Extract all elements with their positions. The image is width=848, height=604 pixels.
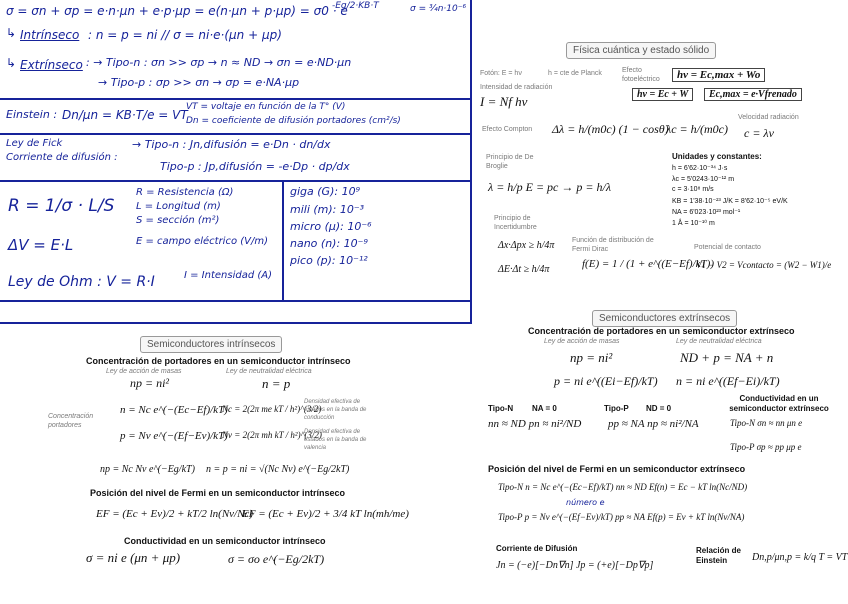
intensidad-formula: I = Nf hν xyxy=(480,94,528,109)
extr-cond-p: Tipo-P σp ≈ pp μp e xyxy=(730,442,802,452)
compton-formula: Δλ = h/(m0c) (1 − cosθ) xyxy=(552,122,669,136)
intr-nv-formula: Nv = 2(2π mh kT / h²)^(3/2) xyxy=(222,430,322,440)
divider-fick xyxy=(0,133,472,135)
extr-tipo-p-nd: ND = 0 xyxy=(646,404,672,413)
unit-angstrom: 1 Å = 10⁻¹⁰ m xyxy=(672,220,715,227)
planck-label: h = cte de Planck xyxy=(548,70,602,77)
var-length: L = Longitud (m) xyxy=(136,201,221,212)
intr-nc-desc: Densidad efectiva de estados en la banda de conducción xyxy=(304,399,367,421)
extr-tipo-n-na: NA = 0 xyxy=(532,404,557,413)
fick-tipo-p: Tipo-p : Jp,difusión = -e·Dp · dp/dx xyxy=(160,160,350,173)
fermi-dirac-label: Función de distribución de Fermi Dirac xyxy=(572,237,654,253)
intr-ni-formula: n = p = ni = √(Nc Nv) e^(−Eg/2kT) xyxy=(206,464,350,475)
velocidad-formula: c = λν xyxy=(744,126,774,140)
extr-masas-formula: np = ni² xyxy=(570,350,613,365)
extr-einstein-title: Relación de Einstein xyxy=(696,546,741,565)
intr-conc-label: Concentración portadores xyxy=(48,413,94,429)
unit-lambda-c: λc = 5'0243·10⁻¹² m xyxy=(672,176,735,183)
unit-speed-light: c = 3·10⁸ m/s xyxy=(672,186,714,193)
var-intensity: I = Intensidad (A) xyxy=(184,270,273,281)
compton-lambda-c: λc = h/(m0c) xyxy=(666,122,728,136)
extr-neutral-formula: ND + p = NA + n xyxy=(680,350,774,365)
divider-einstein xyxy=(0,98,472,100)
fisica-title: Física cuántica y estado sólido xyxy=(566,42,716,59)
unit-planck: h = 6'62·10⁻³⁴ J·s xyxy=(672,165,728,172)
potencial-label: Potencial de contacto xyxy=(694,244,761,251)
ohm-formula: Ley de Ohm : V = R·I xyxy=(8,274,155,290)
resistance-formula: R = 1/σ · L/S xyxy=(8,196,115,216)
divider-bottom xyxy=(0,300,472,302)
unit-boltzmann: KB = 1'38·10⁻²³ J/K = 8'62·10⁻⁵ eV/K xyxy=(672,198,788,205)
fick-label: Ley de Fick xyxy=(6,138,63,149)
extr-masas-label: Ley de acción de masas xyxy=(544,338,620,345)
broglie-formula: λ = h/p E = pc → p = h/λ xyxy=(488,180,612,194)
extr-fermi-title: Posición del nivel de Fermi en un semiconductor extrínseco xyxy=(488,464,746,474)
einstein-formula: Dn/μn = KB·T/e = VT xyxy=(62,108,188,122)
compton-label: Efecto Compton xyxy=(482,126,533,133)
intr-cond-formula2: σ = σo e^(−Eg/2kT) xyxy=(228,552,325,566)
intr-fermi-formula2: EF = (Ec + Ev)/2 + 3/4 kT ln(mh/me) xyxy=(242,508,409,520)
divider-ohm xyxy=(0,180,472,182)
intr-conc-title: Concentración de portadores en un semiconductor intrínseco xyxy=(86,356,351,366)
sigma-proportional: σ = ¾n·10⁻⁶ xyxy=(410,4,467,14)
prefix-mili: mili (m): 10⁻³ xyxy=(290,203,365,216)
intr-np-formula: np = Nc Nv e^(−Eg/kT) xyxy=(100,464,195,475)
fick-sublabel: Corriente de difusión : xyxy=(6,152,118,163)
fick-tipo-n: → Tipo-n : Jn,difusión = e·Dn · dn/dx xyxy=(132,138,331,151)
var-resistance: R = Resistencia (Ω) xyxy=(136,187,234,198)
einstein-label: Einstein : xyxy=(6,108,58,121)
einstein-note-dn: Dn = coeficiente de difusión portadores (cm²/s) xyxy=(186,116,401,126)
fermi-dirac-formula: f(E) = 1 / (1 + e^((E−Ef)/kT)) xyxy=(582,258,714,270)
var-field: E = campo eléctrico (V/m) xyxy=(136,236,269,247)
voltage-formula: ΔV = E·L xyxy=(8,236,74,254)
extr-neutralidad-label: Ley de neutralidad eléctrica xyxy=(676,338,762,345)
intrinsecos-title: Semiconductores intrínsecos xyxy=(140,336,282,353)
extr-fermi-p: Tipo-P p = Nv e^(−(Ef−Ev)/kT) pp ≈ NA Ef(p) = Ev + kT ln(Nv/NA) xyxy=(498,512,745,522)
prefix-pico: pico (p): 10⁻¹² xyxy=(290,254,368,267)
extr-tipo-n-formula: nn ≈ ND pn ≈ ni²/ND xyxy=(488,418,582,430)
intr-p-formula: p = Nv e^(−(Ef−Ev)/kT) xyxy=(120,430,228,442)
extr-cond-n: Tipo-N σn ≈ nn μn e xyxy=(730,418,803,428)
intr-n-formula: n = Nc e^(−(Ec−Ef)/kT) xyxy=(120,404,228,416)
fotoelectrico-label: Efecto fotoeléctrico xyxy=(622,67,660,83)
intr-cond-title: Conductividad en un semiconductor intrínseco xyxy=(124,536,326,546)
intr-nc-formula: Nc = 2(2π me kT / h²)^(3/2) xyxy=(222,404,322,414)
potencial-formula: V1 − V2 = Vcontacto = (W2 − W1)/e xyxy=(696,260,832,270)
prefix-micro: micro (μ): 10⁻⁶ xyxy=(290,220,372,233)
extr-fermi-n: Tipo-N n = Nc e^(−(Ec−Ef)/kT) nn ≈ ND Ef(n) = Ec − kT ln(Nc/ND) xyxy=(498,482,748,492)
extrinseco-tipo-p: → Tipo-p : σp >> σn → σp = e·NA·μp xyxy=(98,76,300,89)
foton-label: Fotón: E = hν xyxy=(480,70,522,77)
extr-n-formula: n = ni e^((Ef−Ei)/kT) xyxy=(676,374,780,388)
intr-cond-formula1: σ = ni e (μn + μp) xyxy=(86,550,181,565)
extr-p-formula: p = ni e^((Ei−Ef)/kT) xyxy=(554,374,658,388)
unit-avogadro: NA = 6'023·10²³ mol⁻¹ xyxy=(672,209,741,216)
extrinsecos-title: Semiconductores extrínsecos xyxy=(592,310,737,327)
extr-difusion-title: Corriente de Difusión xyxy=(496,544,578,553)
handwritten-numero-e: número e xyxy=(566,498,605,507)
intensidad-label: Intensidad de radiación xyxy=(480,84,553,91)
intrinseco-formula: : n = p = ni // σ = ni·e·(μn + μp) xyxy=(88,28,282,42)
units-title: Unidades y constantes: xyxy=(672,152,762,161)
einstein-note-vt: VT = voltaje en función de la T° (V) xyxy=(186,102,346,112)
intr-nv-desc: Densidad efectiva de estados en la banda de valencia xyxy=(304,429,367,451)
conductivity-exponent: -Eg/2·KB·T xyxy=(332,1,379,11)
extrinseco-tipo-n: : → Tipo-n : σn >> σp → n ≈ ND → σn = e·ND·μn xyxy=(86,56,352,69)
fotoelectrico-formula2: hν = Ec + W xyxy=(632,88,693,101)
broglie-label: Principio de De Broglie xyxy=(486,154,534,170)
extr-cond-title: Conductividad en un semiconductor extrínseco xyxy=(729,394,829,413)
divider-prefixes xyxy=(282,180,284,300)
prefix-nano: nano (n): 10⁻⁹ xyxy=(290,237,368,250)
incertidumbre-formula1: Δx·Δpx ≥ h/4π xyxy=(498,240,555,251)
intrinseco-label: Intrínseco xyxy=(20,28,80,42)
fotoelectrico-formula: hν = Ec,max + Wo xyxy=(672,68,765,82)
arrow-intrinseco: ↳ xyxy=(6,26,17,40)
fotoelectrico-formula3: Ec,max = e·Vfrenado xyxy=(704,88,802,101)
arrow-extrinseco: ↳ xyxy=(6,56,17,70)
intr-masas-formula: np = ni² xyxy=(130,376,170,390)
extrinsecos-conc-title: Concentración de portadores en un semiconductor extrínseco xyxy=(528,326,795,336)
prefix-giga: giga (G): 10⁹ xyxy=(290,185,360,198)
conductivity-formula: σ = σn + σp = e·n·μn + e·p·μp = e(n·μn + p·μp) = σ0 · e xyxy=(6,4,348,18)
extrinseco-label: Extrínseco xyxy=(20,58,83,72)
extr-difusion-formula: Jn = (−e)[−Dn∇n] Jp = (+e)[−Dp∇p] xyxy=(496,560,654,571)
velocidad-label: Velocidad radiación xyxy=(738,114,799,121)
intr-fermi-title: Posición del nivel de Fermi en un semiconductor intrínseco xyxy=(90,488,346,498)
incertidumbre-label: Principio de Incertidumbre xyxy=(494,215,537,231)
extr-tipo-p-formula: pp ≈ NA np ≈ ni²/NA xyxy=(608,418,699,430)
intr-neutral-formula: n = p xyxy=(262,376,291,391)
intr-neutralidad-label: Ley de neutralidad eléctrica xyxy=(226,368,312,375)
extr-tipo-n-label: Tipo-N xyxy=(488,404,514,413)
extr-einstein-formula: Dn,p/μn,p = k/q T = VT xyxy=(752,552,848,563)
extr-tipo-p-label: Tipo-P xyxy=(604,404,629,413)
var-section: S = sección (m²) xyxy=(136,215,220,226)
incertidumbre-formula2: ΔE·Δt ≥ h/4π xyxy=(498,264,550,275)
intr-fermi-formula1: EF = (Ec + Ev)/2 + kT/2 ln(Nv/Nc) xyxy=(96,508,253,520)
intr-masas-label: Ley de acción de masas xyxy=(106,368,182,375)
